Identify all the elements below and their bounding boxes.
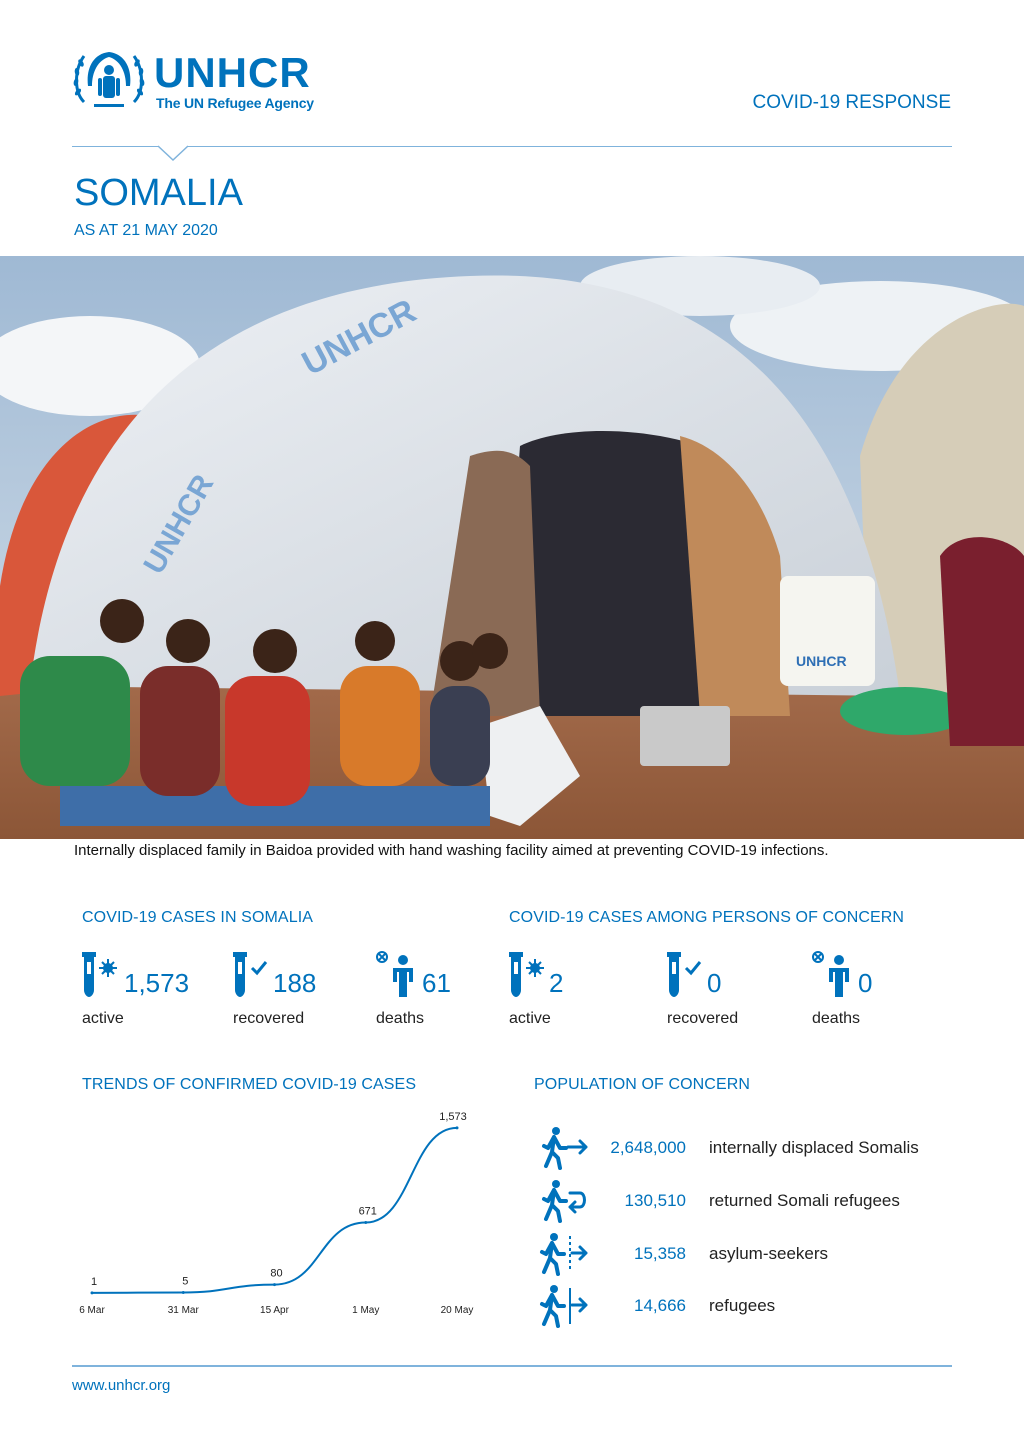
report-date: AS AT 21 MAY 2020 <box>74 222 218 239</box>
test-tube-virus-icon <box>82 952 122 1000</box>
test-tube-check-icon <box>233 952 273 1000</box>
stat-label: deaths <box>376 1010 425 1027</box>
population-row <box>540 1179 960 1223</box>
footer-url-link[interactable]: www.unhcr.org <box>72 1377 171 1394</box>
stat-poc-recovered <box>667 952 767 1042</box>
person-cross-icon <box>812 952 852 1000</box>
x-tick-label: 15 Apr <box>260 1305 289 1316</box>
stat-somalia-deaths <box>376 952 486 1042</box>
population-label: refugees <box>709 1296 776 1315</box>
x-tick-label: 20 May <box>440 1305 474 1316</box>
stat-value: 1,573 <box>124 968 190 998</box>
svg-text:UNHCR: UNHCR <box>137 469 221 580</box>
population-row <box>540 1232 960 1276</box>
population-label: internally displaced Somalis <box>709 1138 919 1157</box>
stat-label: recovered <box>667 1010 739 1027</box>
test-tube-check-icon <box>667 952 707 1000</box>
data-label: 5 <box>182 1275 189 1288</box>
section-title-trends: TRENDS OF CONFIRMED COVID-19 CASES <box>82 1076 417 1093</box>
section-title-covid-poc: COVID-19 CASES AMONG PERSONS OF CONCERN <box>509 909 905 926</box>
page-title: SOMALIA <box>74 172 243 214</box>
trend-chart <box>79 1105 482 1320</box>
data-label: 671 <box>358 1205 377 1218</box>
stat-poc-active <box>509 952 609 1042</box>
population-value: 130,510 <box>624 1191 686 1210</box>
population-label: returned Somali refugees <box>709 1191 900 1210</box>
returnee-icon <box>540 1179 590 1223</box>
svg-text:UNHCR: UNHCR <box>796 653 847 669</box>
trend-chart-svg <box>79 1105 482 1320</box>
stat-value: 0 <box>707 968 722 998</box>
data-label: 1,573 <box>439 1110 467 1123</box>
person-cross-icon <box>376 952 416 1000</box>
stat-somalia-recovered <box>233 952 363 1042</box>
population-row <box>540 1284 960 1328</box>
divider-notch-icon <box>158 146 190 162</box>
population-label: asylum-seekers <box>709 1244 829 1263</box>
population-row <box>540 1126 960 1170</box>
photo-caption: Internally displaced family in Baidoa provided with hand washing facility aimed at preventing COVID-19 infections. <box>74 842 829 859</box>
population-value: 14,666 <box>634 1296 686 1315</box>
stat-value: 2 <box>549 968 564 998</box>
data-point <box>456 1126 459 1129</box>
x-tick-label: 31 Mar <box>167 1305 199 1316</box>
data-label: 1 <box>90 1275 98 1288</box>
data-point <box>91 1291 94 1294</box>
unhcr-logo <box>72 48 342 112</box>
population-value: 15,358 <box>634 1244 686 1263</box>
stat-value: 0 <box>858 968 873 998</box>
stat-label: deaths <box>812 1010 861 1027</box>
data-point <box>364 1221 367 1224</box>
refugee-icon <box>540 1284 590 1328</box>
stat-value: 61 <box>422 968 451 998</box>
data-point <box>182 1291 185 1294</box>
x-tick-label: 1 May <box>352 1305 380 1316</box>
unhcr-emblem-icon <box>72 48 146 110</box>
x-tick-label: 6 Mar <box>79 1305 105 1316</box>
stat-label: recovered <box>233 1010 305 1027</box>
population-value: 2,648,000 <box>610 1138 686 1157</box>
stat-poc-deaths <box>812 952 912 1042</box>
svg-text:UNHCR: UNHCR <box>295 291 423 384</box>
hero-photo <box>0 256 1024 839</box>
header-divider <box>72 146 952 147</box>
section-title-covid-somalia: COVID-19 CASES IN SOMALIA <box>82 909 314 926</box>
stat-value: 188 <box>273 968 317 998</box>
stat-label: active <box>509 1010 551 1027</box>
logo-title: UNHCR <box>154 49 311 96</box>
camp-scene-illustration <box>0 256 1024 839</box>
stat-label: active <box>82 1010 124 1027</box>
test-tube-virus-icon <box>509 952 549 1000</box>
stat-somalia-active <box>82 952 222 1042</box>
data-label: 80 <box>270 1267 283 1280</box>
asylum-seeker-icon <box>540 1232 590 1276</box>
logo-subtitle: The UN Refugee Agency <box>156 95 314 111</box>
section-title-population: POPULATION OF CONCERN <box>534 1076 751 1093</box>
data-point <box>273 1283 276 1286</box>
displaced-person-icon <box>540 1126 590 1170</box>
footer-divider <box>72 1365 952 1367</box>
response-label: COVID-19 RESPONSE <box>752 92 951 113</box>
